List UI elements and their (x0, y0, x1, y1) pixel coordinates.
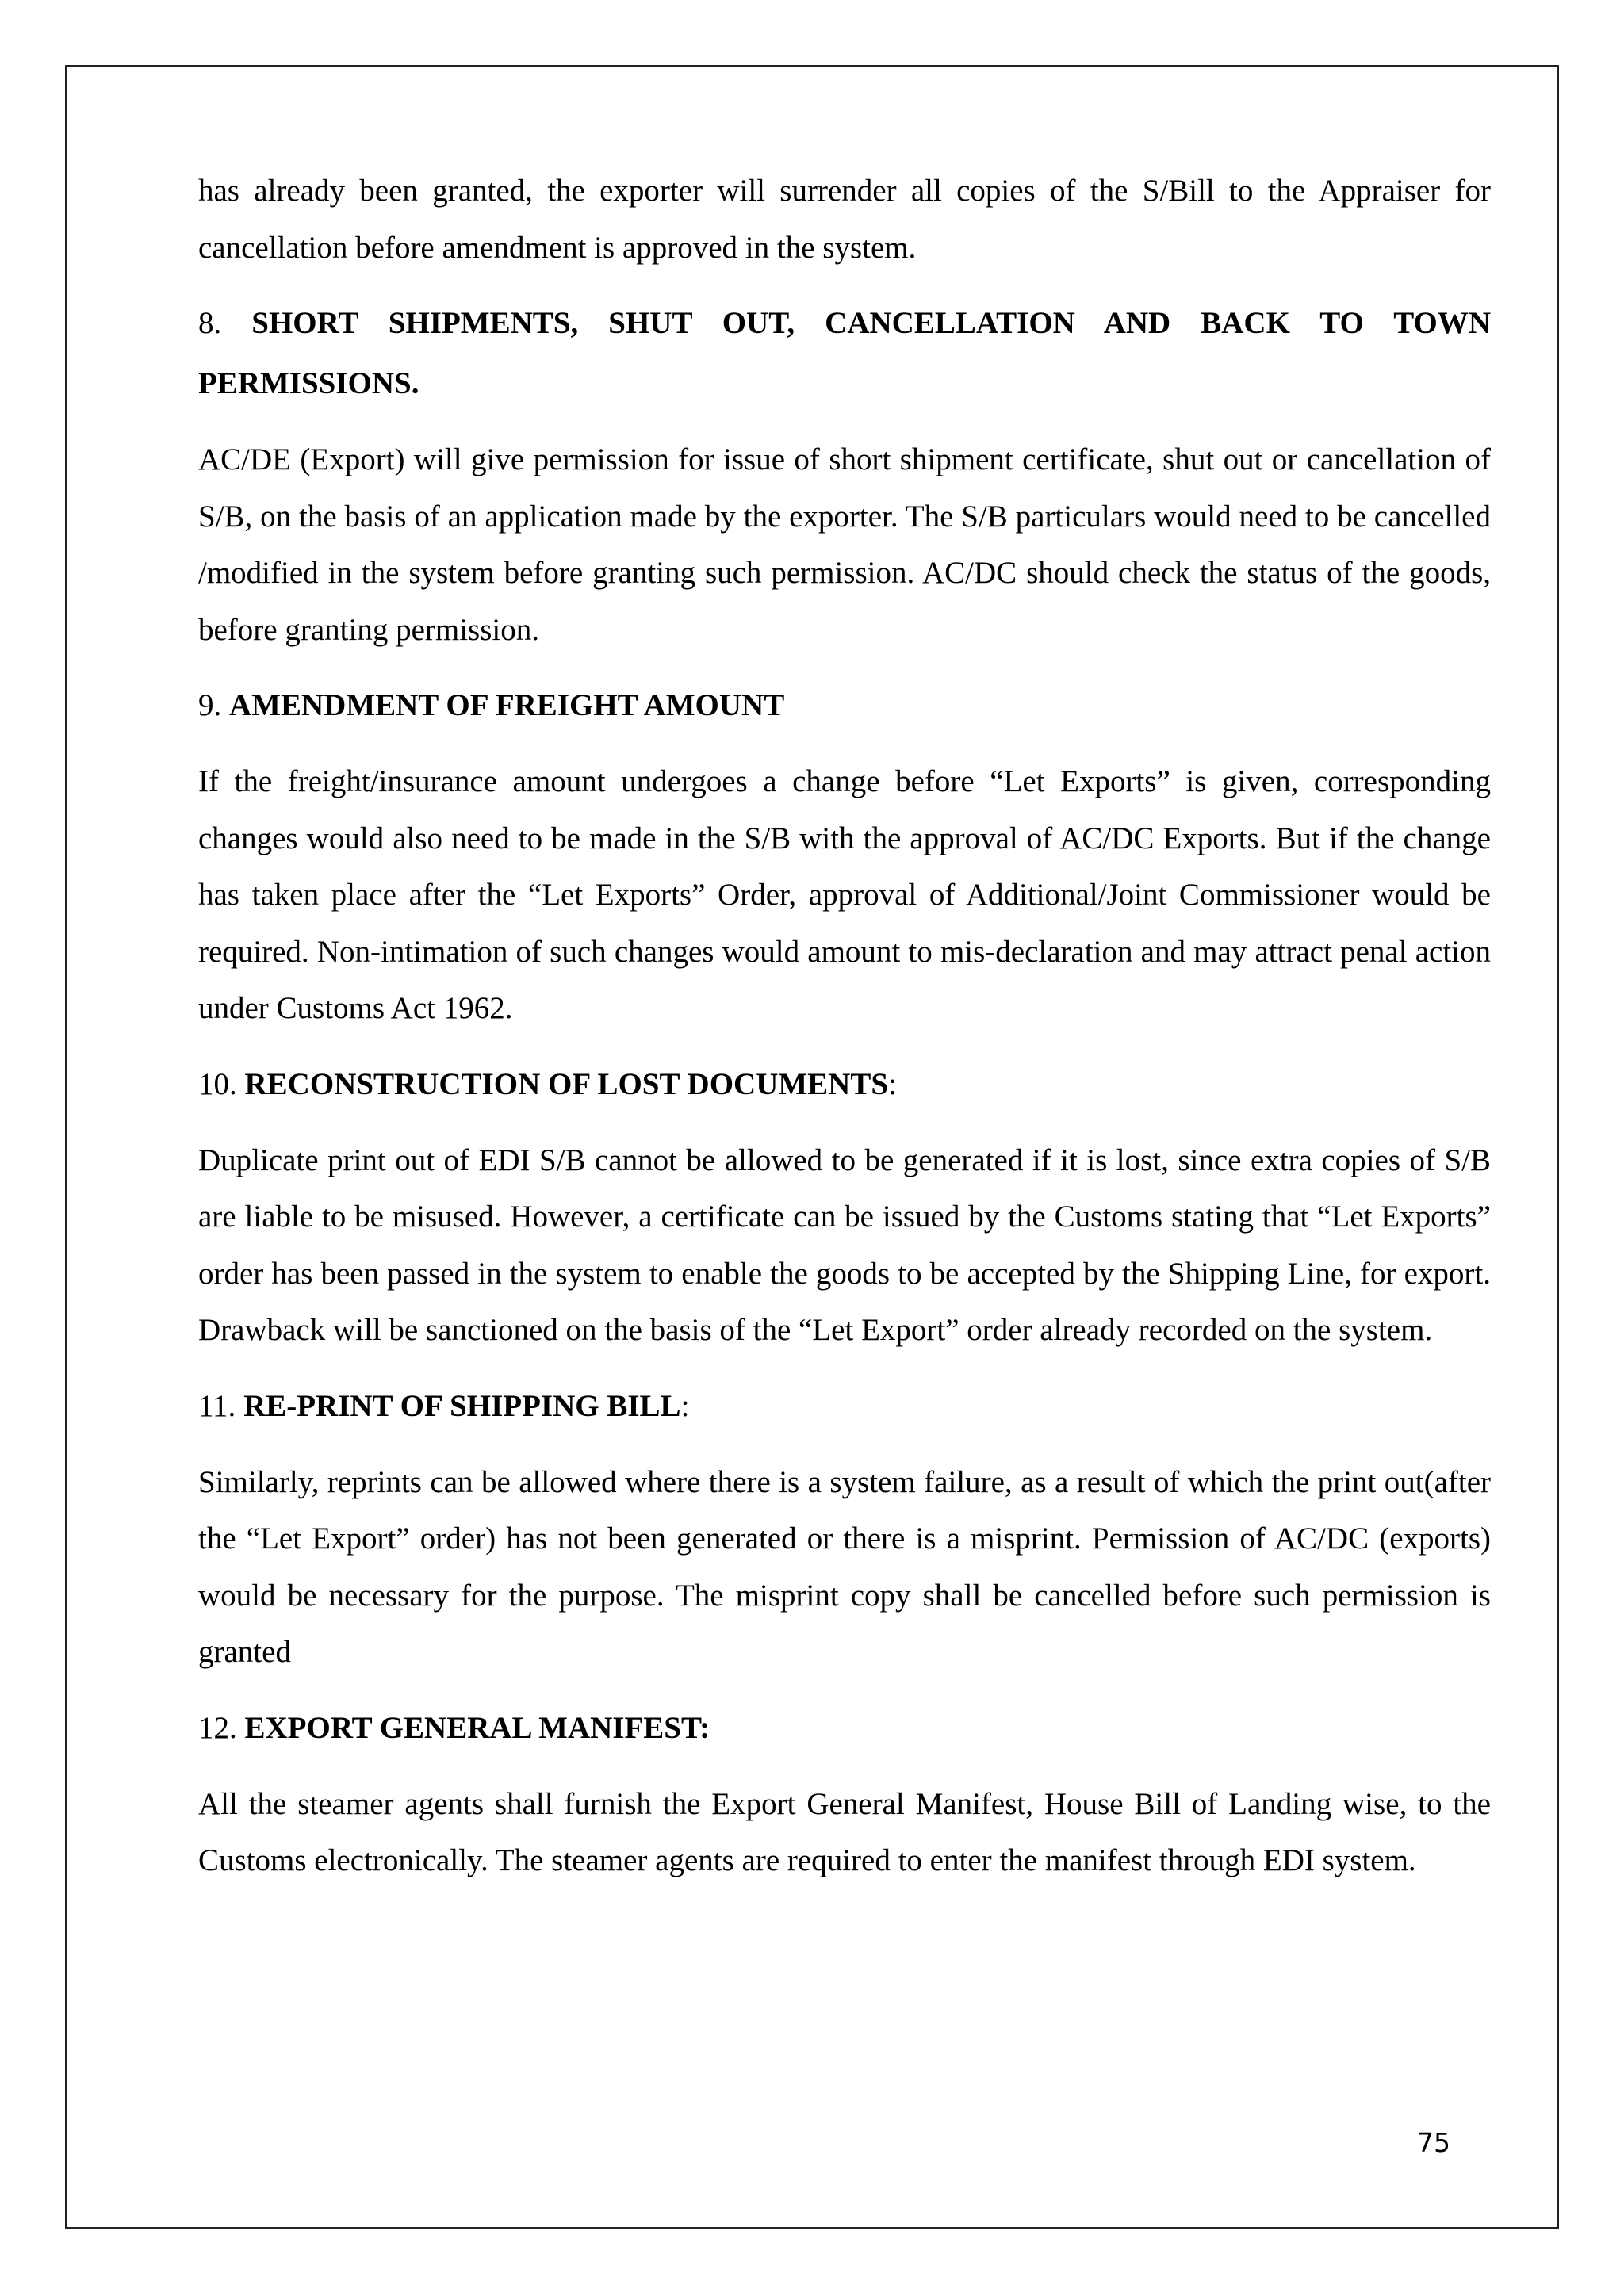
continuation-paragraph: has already been granted, the exporter will surrender all copies of the S/Bill to the Appraiser for cancellation before amendment is approved in the system. (198, 174, 1491, 265)
section-10-heading (198, 1054, 1491, 1115)
section-12-number: 12. (198, 1710, 245, 1745)
document-body (198, 163, 1491, 1889)
section-9-title: AMENDMENT OF FREIGHT AMOUNT (229, 688, 785, 722)
section-9-heading (198, 675, 1491, 736)
section-12-body: All the steamer agents shall furnish the Export General Manifest, House Bill of Landing wise, to the Customs electronically. The steamer agents are required to enter the manifest through EDI system. (198, 1786, 1491, 1877)
section-11-heading (198, 1376, 1491, 1437)
section-10-title: RECONSTRUCTION OF LOST DOCUMENTS (244, 1066, 889, 1101)
section-8-body: AC/DE (Export) will give permission for issue of short shipment certificate, shut out or cancellation of S/B, on the basis of an application made by the exporter. The S/B particulars would need to be cancelled /modified in the system before granting such permission. AC/DC should check the status of the goods, before granting permission. (198, 442, 1491, 647)
section-10-number: 10. (198, 1066, 245, 1101)
section-9-body: If the freight/insurance amount undergoes a change before “Let Exports” is given, corresponding changes would also need to be made in the S/B with the approval of AC/DC Exports. But if the change has taken place after the “Let Exports” Order, approval of Additional/Joint Commissioner would be required. Non-intimation of such changes would amount to mis-declaration and may attract penal action under Customs Act 1962. (198, 764, 1491, 1025)
section-12-heading (198, 1698, 1491, 1758)
section-11-suffix: : (680, 1388, 690, 1423)
section-11-title: RE-PRINT OF SHIPPING BILL (243, 1388, 681, 1423)
page-number: 75 (1417, 2127, 1450, 2158)
section-8-heading (198, 293, 1491, 414)
section-9-number: 9. (198, 688, 229, 722)
section-11-number: 11. (198, 1388, 244, 1423)
section-8-title: SHORT SHIPMENTS, SHUT OUT, CANCELLATION AND BACK TO TOWN PERMISSIONS. (198, 306, 1492, 400)
section-11-body: Similarly, reprints can be allowed where there is a system failure, as a result of which the print out(after the “Let Export” order) has not been generated or there is a misprint. Permission of AC/DC (exports) would be necessary for the purpose. The misprint copy shall be cancelled before such permission is granted (198, 1464, 1491, 1669)
section-12-title: EXPORT GENERAL MANIFEST: (244, 1710, 710, 1745)
section-10-body: Duplicate print out of EDI S/B cannot be allowed to be generated if it is lost, since extra copies of S/B are liable to be misused. However, a certificate can be issued by the Customs stating that “Let Exports” order has been passed in the system to enable the goods to be accepted by the Shipping Line, for export. Drawback will be sanctioned on the basis of the “Let Export” order already recorded on the system. (198, 1142, 1491, 1347)
section-10-suffix: : (888, 1066, 897, 1101)
section-8-number: 8. (198, 306, 252, 340)
